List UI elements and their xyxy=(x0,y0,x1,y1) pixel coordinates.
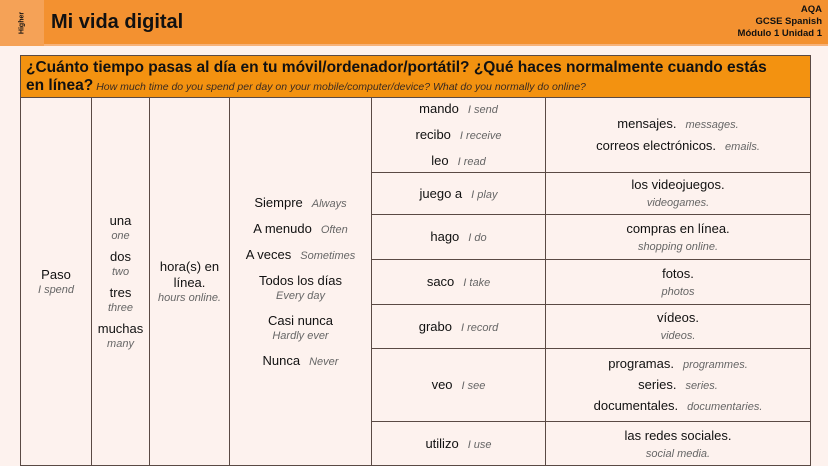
frequency-option: A veces Sometimes xyxy=(245,247,356,262)
question-header xyxy=(21,56,810,98)
frequency-option: A menudo Often xyxy=(253,221,348,236)
activity-verbs: mando I send recibo I receive leo I read xyxy=(372,98,546,172)
number-option: dos two xyxy=(110,249,131,278)
course-board: AQA xyxy=(800,4,822,15)
activity-row-programmes: veo I see programas. programmes. series. series. documentales. documentaries. xyxy=(372,349,810,422)
unit-en: hours online. xyxy=(158,292,221,304)
title-banner xyxy=(0,0,828,46)
frequency-option: Siempre Always xyxy=(254,195,347,210)
question-line-2: en línea? How much time do you spend per day on your mobile/computer/device? What do you normally do online? xyxy=(26,77,586,94)
question-translation: How much time do you spend per day on your mobile/computer/device? What do you normally do online? xyxy=(96,81,586,93)
course-info xyxy=(738,4,822,40)
unit-column xyxy=(150,98,230,466)
activity-objects: mensajes. messages. correos electrónicos. emails. xyxy=(596,116,760,153)
activity-row-messages xyxy=(372,98,810,173)
number-option: una one xyxy=(109,213,132,242)
activity-rows xyxy=(372,98,810,466)
verb-column xyxy=(21,98,92,466)
course-name: GCSE Spanish xyxy=(755,16,822,27)
page-title: Mi vida digital xyxy=(51,11,184,33)
unit-es: hora(s) en línea. xyxy=(159,259,220,290)
frequency-column xyxy=(230,98,372,466)
verb-es: Paso xyxy=(41,267,71,282)
number-option: muchas many xyxy=(97,321,144,350)
frequency-option: Nunca Never xyxy=(262,353,339,368)
activity-row-social-media: utilizo I use las redes sociales. social media. xyxy=(372,422,810,466)
number-column xyxy=(92,98,150,466)
sentence-builder-table xyxy=(20,55,811,466)
verb-en: I spend xyxy=(37,284,75,296)
question-line-1: ¿Cuánto tiempo pasas al día en tu móvil/ordenador/portátil? ¿Qué haces normalmente cuando estás xyxy=(26,59,767,76)
frequency-option: Todos los días Every day xyxy=(258,273,343,302)
course-unit: Módulo 1 Unidad 1 xyxy=(737,28,822,39)
tier-label: Higher xyxy=(18,11,26,35)
activity-row-shopping: hago I do compras en línea. shopping online. xyxy=(372,215,810,260)
activity-row-videogames: juego a I play los videojuegos. videogames. xyxy=(372,173,810,215)
activity-row-photos: saco I take fotos. photos xyxy=(372,260,810,305)
tier-tab xyxy=(0,0,44,46)
activity-row-videos: grabo I record vídeos. videos. xyxy=(372,305,810,349)
number-option: tres three xyxy=(107,285,134,314)
frequency-option: Casi nunca Hardly ever xyxy=(267,313,334,342)
